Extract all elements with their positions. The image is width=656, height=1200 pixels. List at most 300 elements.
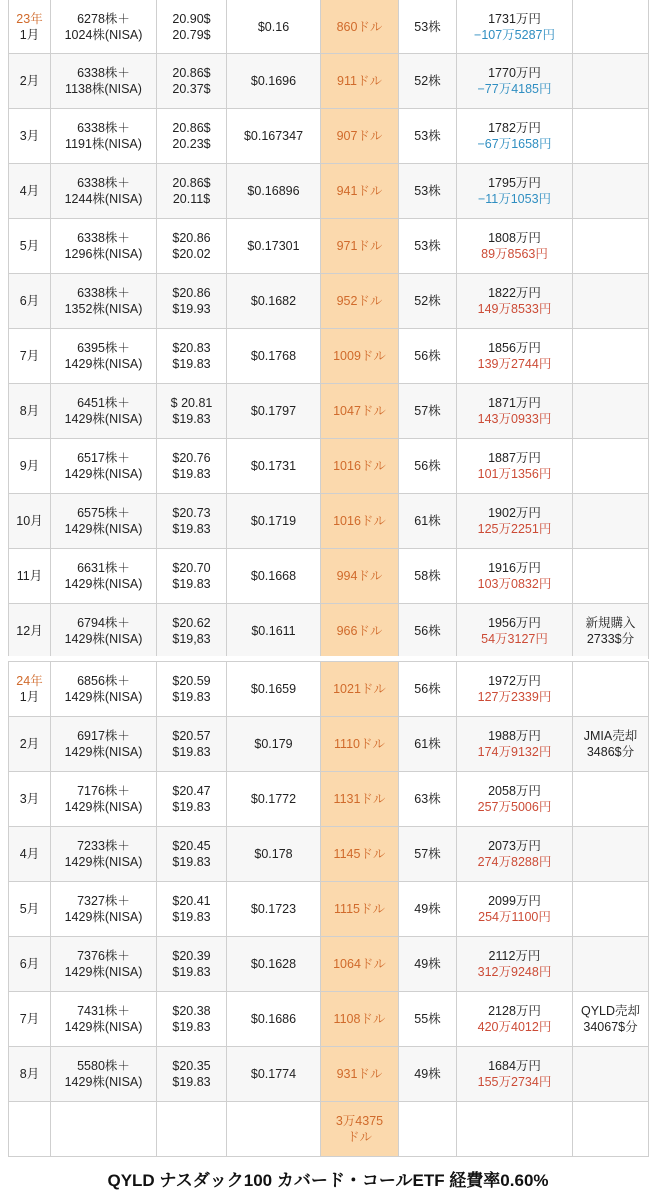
- valuation-cell: [457, 1047, 573, 1102]
- avg-price-taxable: 20.86$: [172, 66, 211, 80]
- reinvested-shares: 56株: [414, 624, 441, 638]
- distribution-per-share: $0.1774: [250, 1067, 297, 1081]
- empty-cell: [9, 1102, 51, 1157]
- shares-taxable: 6575株＋: [77, 506, 130, 520]
- dividend-sum-cell: [321, 1102, 399, 1157]
- valuation-cell: [457, 992, 573, 1047]
- avg-price-taxable: $20.73: [172, 506, 211, 520]
- month-label: 4月: [19, 847, 40, 861]
- avg-price-cell: [157, 54, 227, 109]
- avg-price-nisa: $19.83: [172, 910, 211, 924]
- reinvested-shares-cell: [399, 494, 457, 549]
- table-row: [9, 772, 649, 827]
- dividend-total: 1016ドル: [333, 514, 386, 528]
- table-row: [9, 219, 649, 274]
- avg-price-taxable: $20.57: [172, 729, 211, 743]
- dividend-total: 1108ドル: [333, 1012, 386, 1026]
- dividend-total-cell: [321, 494, 399, 549]
- shares-taxable: 6517株＋: [77, 451, 130, 465]
- distribution-cell: [227, 0, 321, 54]
- distribution-cell: [227, 109, 321, 164]
- unrealized-gain: −107万5287円: [474, 27, 555, 42]
- month-cell: [9, 219, 51, 274]
- dividend-sum: 3万4375: [335, 1114, 384, 1128]
- avg-price-nisa: $19.83: [172, 522, 211, 536]
- avg-price-taxable: $20.38: [172, 1004, 211, 1018]
- table-row: [9, 549, 649, 604]
- month-cell: [9, 662, 51, 717]
- shares-taxable: 6338株＋: [77, 286, 130, 300]
- unrealized-gain: 89万8563円: [481, 247, 548, 261]
- shares-taxable: 7327株＋: [77, 894, 130, 908]
- distribution-per-share: $0.1768: [250, 349, 297, 363]
- reinvested-shares: 58株: [414, 569, 441, 583]
- reinvested-shares: 57株: [414, 847, 441, 861]
- dividend-total: 1016ドル: [333, 459, 386, 473]
- note-cell: [573, 274, 649, 329]
- distribution-cell: [227, 384, 321, 439]
- shares-nisa: 1429株(NISA): [64, 690, 143, 704]
- avg-price-taxable: $20.83: [172, 341, 211, 355]
- distribution-cell: [227, 329, 321, 384]
- avg-price-cell: [157, 494, 227, 549]
- avg-price-nisa: $19.83: [172, 855, 211, 869]
- note-line2: 3486$分: [586, 745, 635, 759]
- unrealized-gain: 174万9132円: [477, 745, 552, 759]
- distribution-cell: [227, 549, 321, 604]
- month-cell: [9, 109, 51, 164]
- note-cell: [573, 1047, 649, 1102]
- shares-taxable: 7431株＋: [77, 1004, 130, 1018]
- month-cell: [9, 54, 51, 109]
- avg-price-taxable: $20.70: [172, 561, 211, 575]
- avg-price-nisa: $19.93: [172, 302, 211, 316]
- distribution-cell: [227, 494, 321, 549]
- reinvested-shares: 52株: [414, 74, 441, 88]
- distribution-cell: [227, 274, 321, 329]
- shares-nisa: 1429株(NISA): [64, 522, 143, 536]
- shares-cell: [51, 882, 157, 937]
- valuation-cell: [457, 109, 573, 164]
- distribution-per-share: $0.1611: [251, 624, 296, 638]
- distribution-cell: [227, 54, 321, 109]
- note-cell: [573, 384, 649, 439]
- distribution-cell: [227, 1047, 321, 1102]
- month-label: 2月: [19, 74, 40, 88]
- shares-cell: [51, 0, 157, 54]
- distribution-cell: [227, 882, 321, 937]
- avg-price-nisa: $19.83: [172, 1020, 211, 1034]
- month-label: 10月: [16, 514, 43, 528]
- valuation: 1916万円: [488, 561, 541, 575]
- year-label: 24年: [16, 674, 43, 688]
- reinvested-shares: 49株: [414, 1067, 441, 1081]
- distribution-per-share: $0.1682: [250, 294, 297, 308]
- year-label: 23年: [16, 11, 43, 26]
- valuation-cell: [457, 439, 573, 494]
- shares-taxable: 6278株＋: [77, 11, 130, 26]
- valuation: 2073万円: [488, 839, 541, 853]
- shares-nisa: 1429株(NISA): [64, 577, 143, 591]
- month-label: 1月: [19, 27, 40, 42]
- unrealized-gain: −67万1658円: [477, 137, 552, 151]
- distribution-cell: [227, 937, 321, 992]
- distribution-per-share: $0.1628: [250, 957, 297, 971]
- note-line1: QYLD売却: [580, 1004, 641, 1018]
- dividend-total: 1115ドル: [334, 902, 385, 916]
- shares-cell: [51, 662, 157, 717]
- valuation-cell: [457, 219, 573, 274]
- unrealized-gain: 257万5006円: [477, 800, 552, 814]
- valuation: 1887万円: [488, 451, 541, 465]
- month-cell: [9, 604, 51, 659]
- unrealized-gain: 125万2251円: [477, 522, 552, 536]
- table-2023: [8, 0, 649, 659]
- shares-taxable: 6917株＋: [77, 729, 130, 743]
- shares-nisa: 1352株(NISA): [64, 302, 143, 316]
- shares-cell: [51, 604, 157, 659]
- month-label: 3月: [19, 792, 40, 806]
- reinvested-shares-cell: [399, 772, 457, 827]
- shares-taxable: 7233株＋: [77, 839, 130, 853]
- note-cell: [573, 882, 649, 937]
- distribution-per-share: $0.16896: [247, 184, 300, 198]
- shares-nisa: 1024株(NISA): [64, 27, 143, 42]
- empty-cell: [457, 1102, 573, 1157]
- unrealized-gain: 54万3127円: [481, 632, 548, 646]
- reinvested-shares-cell: [399, 109, 457, 164]
- valuation: 1808万円: [488, 231, 541, 245]
- shares-nisa: 1429株(NISA): [64, 745, 143, 759]
- avg-price-cell: [157, 164, 227, 219]
- table-2024: [8, 661, 649, 1157]
- distribution-per-share: $0.167347: [243, 129, 304, 143]
- table-row: [9, 604, 649, 659]
- valuation-cell: [457, 882, 573, 937]
- shares-cell: [51, 219, 157, 274]
- avg-price-taxable: $ 20.81: [170, 396, 213, 410]
- unrealized-gain: 149万8533円: [477, 302, 552, 316]
- note-cell: [573, 604, 649, 659]
- dividend-total-cell: [321, 439, 399, 494]
- dividend-total: 1009ドル: [333, 349, 386, 363]
- shares-cell: [51, 439, 157, 494]
- dividend-total-cell: [321, 384, 399, 439]
- shares-cell: [51, 827, 157, 882]
- note-line1: 新規購入: [585, 616, 636, 630]
- avg-price-cell: [157, 549, 227, 604]
- shares-nisa: 1429株(NISA): [64, 467, 143, 481]
- valuation: 1871万円: [488, 396, 541, 410]
- shares-taxable: 6395株＋: [77, 341, 130, 355]
- valuation: 1902万円: [488, 506, 541, 520]
- month-cell: [9, 937, 51, 992]
- month-label: 7月: [19, 1012, 40, 1026]
- month-cell: [9, 0, 51, 54]
- unrealized-gain: −77万4185円: [477, 82, 552, 96]
- valuation: 2058万円: [488, 784, 541, 798]
- shares-cell: [51, 54, 157, 109]
- note-cell: [573, 992, 649, 1047]
- note-line1: JMIA売却: [583, 729, 638, 743]
- shares-cell: [51, 1047, 157, 1102]
- unrealized-gain: 103万0832円: [477, 577, 552, 591]
- reinvested-shares-cell: [399, 329, 457, 384]
- valuation-cell: [457, 827, 573, 882]
- shares-cell: [51, 164, 157, 219]
- valuation-cell: [457, 717, 573, 772]
- table-row: [9, 882, 649, 937]
- empty-cell: [157, 1102, 227, 1157]
- shares-nisa: 1429株(NISA): [64, 1075, 143, 1089]
- dividend-total: 1110ドル: [334, 737, 385, 751]
- avg-price-nisa: $19.83: [172, 357, 211, 371]
- dividend-total-cell: [321, 54, 399, 109]
- summary-row: [9, 1102, 649, 1157]
- month-cell: [9, 494, 51, 549]
- dividend-total-cell: [321, 219, 399, 274]
- reinvested-shares: 56株: [414, 459, 441, 473]
- dividend-total: 907ドル: [336, 129, 383, 143]
- avg-price-cell: [157, 772, 227, 827]
- avg-price-taxable: $20.62: [172, 616, 211, 630]
- valuation-cell: [457, 384, 573, 439]
- avg-price-nisa: $19.83: [172, 690, 211, 704]
- dividend-total-cell: [321, 882, 399, 937]
- note-cell: [573, 772, 649, 827]
- valuation: 1684万円: [488, 1059, 541, 1073]
- reinvested-shares-cell: [399, 274, 457, 329]
- valuation: 1856万円: [488, 341, 541, 355]
- dividend-total-cell: [321, 0, 399, 54]
- table-row: [9, 937, 649, 992]
- reinvested-shares-cell: [399, 0, 457, 54]
- empty-cell: [227, 1102, 321, 1157]
- valuation-cell: [457, 0, 573, 54]
- shares-nisa: 1429株(NISA): [64, 1020, 143, 1034]
- valuation: 1770万円: [488, 66, 541, 80]
- valuation: 1782万円: [488, 121, 541, 135]
- reinvested-shares-cell: [399, 662, 457, 717]
- avg-price-nisa: $20.02: [172, 247, 211, 261]
- note-cell: [573, 439, 649, 494]
- avg-price-nisa: $19.83: [172, 577, 211, 591]
- shares-cell: [51, 772, 157, 827]
- avg-price-cell: [157, 109, 227, 164]
- valuation-cell: [457, 164, 573, 219]
- note-cell: [573, 109, 649, 164]
- month-label: 8月: [19, 404, 40, 418]
- dividend-total: 1145ドル: [333, 847, 386, 861]
- dividend-total: 860ドル: [336, 19, 383, 34]
- table-row: [9, 662, 649, 717]
- shares-taxable: 6338株＋: [77, 231, 130, 245]
- reinvested-shares-cell: [399, 717, 457, 772]
- reinvested-shares: 49株: [414, 957, 441, 971]
- avg-price-nisa: $19.83: [172, 800, 211, 814]
- note-cell: [573, 0, 649, 54]
- avg-price-cell: [157, 1047, 227, 1102]
- avg-price-cell: [157, 992, 227, 1047]
- distribution-per-share: $0.1686: [250, 1012, 297, 1026]
- distribution-cell: [227, 604, 321, 659]
- dividend-total-cell: [321, 992, 399, 1047]
- avg-price-cell: [157, 717, 227, 772]
- avg-price-cell: [157, 937, 227, 992]
- month-cell: [9, 827, 51, 882]
- distribution-per-share: $0.16: [257, 19, 290, 34]
- shares-taxable: 5580株＋: [77, 1059, 130, 1073]
- valuation: 1731万円: [488, 11, 541, 26]
- reinvested-shares-cell: [399, 882, 457, 937]
- dividend-total-cell: [321, 827, 399, 882]
- avg-price-taxable: 20.86$: [172, 176, 211, 190]
- dividend-total-cell: [321, 1047, 399, 1102]
- unrealized-gain: 127万2339円: [477, 690, 552, 704]
- distribution-per-share: $0.178: [254, 847, 293, 861]
- month-label: 6月: [19, 294, 40, 308]
- avg-price-nisa: $19.83: [172, 412, 211, 426]
- unrealized-gain: 312万9248円: [477, 965, 552, 979]
- valuation-cell: [457, 274, 573, 329]
- distribution-cell: [227, 717, 321, 772]
- avg-price-nisa: 20.11$: [172, 192, 211, 206]
- avg-price-nisa: $19.83: [172, 745, 211, 759]
- month-cell: [9, 439, 51, 494]
- valuation-cell: [457, 604, 573, 659]
- shares-nisa: 1191株(NISA): [65, 137, 142, 151]
- avg-price-taxable: 20.90$: [172, 11, 211, 26]
- reinvested-shares: 53株: [414, 19, 441, 34]
- distribution-per-share: $0.179: [254, 737, 293, 751]
- reinvested-shares-cell: [399, 54, 457, 109]
- month-cell: [9, 329, 51, 384]
- reinvested-shares-cell: [399, 164, 457, 219]
- distribution-cell: [227, 827, 321, 882]
- dividend-total: 931ドル: [336, 1067, 383, 1081]
- table-row: [9, 384, 649, 439]
- month-label: 8月: [19, 1067, 40, 1081]
- shares-cell: [51, 549, 157, 604]
- valuation-cell: [457, 549, 573, 604]
- avg-price-nisa: $19.83: [172, 467, 211, 481]
- dividend-total-cell: [321, 937, 399, 992]
- dividend-total: 1131ドル: [333, 792, 386, 806]
- shares-taxable: 7176株＋: [77, 784, 130, 798]
- distribution-per-share: $0.1731: [250, 459, 297, 473]
- reinvested-shares: 56株: [414, 682, 441, 696]
- valuation: 2112万円: [488, 949, 541, 963]
- table-row: [9, 717, 649, 772]
- shares-taxable: 7376株＋: [77, 949, 130, 963]
- reinvested-shares: 49株: [414, 902, 441, 916]
- dividend-total: 941ドル: [336, 184, 383, 198]
- distribution-per-share: $0.1696: [250, 74, 297, 88]
- avg-price-nisa: $19,83: [172, 632, 211, 646]
- reinvested-shares: 52株: [414, 294, 441, 308]
- avg-price-nisa: 20.37$: [172, 82, 211, 96]
- avg-price-taxable: $20.45: [172, 839, 211, 853]
- dividend-total: 952ドル: [336, 294, 383, 308]
- distribution-per-share: $0.17301: [247, 239, 300, 253]
- caption: QYLD ナスダック100 カバード・コールETF 経費率0.60%: [107, 1171, 549, 1190]
- month-cell: [9, 772, 51, 827]
- distribution-per-share: $0.1668: [250, 569, 297, 583]
- reinvested-shares-cell: [399, 219, 457, 274]
- table-row: [9, 494, 649, 549]
- avg-price-cell: [157, 439, 227, 494]
- dividend-total-cell: [321, 329, 399, 384]
- shares-taxable: 6451株＋: [77, 396, 130, 410]
- valuation-cell: [457, 54, 573, 109]
- note-cell: [573, 549, 649, 604]
- dividend-total-cell: [321, 717, 399, 772]
- table-row: [9, 0, 649, 54]
- avg-price-taxable: $20.76: [172, 451, 211, 465]
- avg-price-cell: [157, 0, 227, 54]
- reinvested-shares-cell: [399, 384, 457, 439]
- month-label: 9月: [19, 459, 40, 473]
- month-label: 2月: [19, 737, 40, 751]
- distribution-cell: [227, 219, 321, 274]
- dividend-total-cell: [321, 772, 399, 827]
- dividend-total: 911ドル: [337, 74, 382, 88]
- note-cell: [573, 219, 649, 274]
- note-cell: [573, 329, 649, 384]
- table-row: [9, 274, 649, 329]
- avg-price-taxable: $20.86: [172, 231, 211, 245]
- reinvested-shares: 53株: [414, 184, 441, 198]
- shares-cell: [51, 109, 157, 164]
- reinvested-shares-cell: [399, 1047, 457, 1102]
- month-label: 4月: [19, 184, 40, 198]
- month-cell: [9, 549, 51, 604]
- shares-nisa: 1244株(NISA): [64, 192, 143, 206]
- avg-price-nisa: 20.23$: [172, 137, 211, 151]
- valuation-cell: [457, 662, 573, 717]
- valuation: 2099万円: [488, 894, 541, 908]
- avg-price-taxable: $20.59: [172, 674, 211, 688]
- shares-cell: [51, 992, 157, 1047]
- shares-nisa: 1429株(NISA): [64, 412, 143, 426]
- table-row: [9, 992, 649, 1047]
- reinvested-shares: 63株: [414, 792, 441, 806]
- month-label: 11月: [16, 569, 43, 583]
- shares-taxable: 6794株＋: [77, 616, 130, 630]
- dividend-sum-unit: ドル: [346, 1130, 372, 1144]
- dividend-total: 1047ドル: [333, 404, 386, 418]
- reinvested-shares: 57株: [414, 404, 441, 418]
- dividend-total-cell: [321, 662, 399, 717]
- avg-price-taxable: $20.41: [172, 894, 211, 908]
- month-label: 6月: [19, 957, 40, 971]
- avg-price-cell: [157, 882, 227, 937]
- avg-price-cell: [157, 219, 227, 274]
- unrealized-gain: 101万1356円: [477, 467, 552, 481]
- dividend-total-cell: [321, 109, 399, 164]
- shares-nisa: 1429株(NISA): [64, 910, 143, 924]
- valuation-cell: [457, 329, 573, 384]
- valuation-cell: [457, 937, 573, 992]
- distribution-per-share: $0.1797: [250, 404, 297, 418]
- table-row: [9, 439, 649, 494]
- month-label: 5月: [19, 239, 40, 253]
- empty-cell: [399, 1102, 457, 1157]
- distribution-cell: [227, 992, 321, 1047]
- month-label: 3月: [19, 129, 40, 143]
- distribution-cell: [227, 164, 321, 219]
- dividend-total-cell: [321, 604, 399, 659]
